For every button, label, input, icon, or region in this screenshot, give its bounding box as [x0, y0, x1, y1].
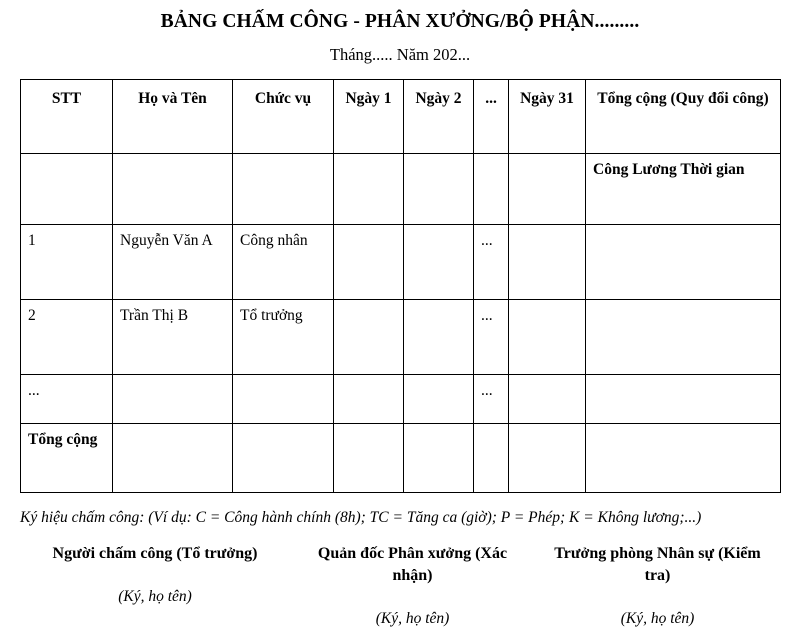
subheader-total: Công Lương Thời gian [586, 154, 781, 225]
page-title: BẢNG CHẤM CÔNG - PHÂN XƯỞNG/BỘ PHẬN......... [160, 11, 640, 32]
cell-role [233, 375, 334, 424]
column-header-days-gap: ... [474, 80, 509, 154]
cell-day-2 [404, 424, 474, 493]
table-header-row [21, 80, 781, 154]
cell-day-2 [404, 300, 474, 375]
cell-total [586, 225, 781, 300]
table-row [21, 300, 781, 375]
signature-column-manager [290, 543, 535, 628]
signature-column-recorder [20, 543, 290, 628]
cell-name [113, 424, 233, 493]
subheader-role [233, 154, 334, 225]
column-header-total: Tổng cộng (Quy đổi công) [586, 80, 781, 154]
cell-days-gap: ... [474, 225, 509, 300]
cell-stt: 2 [21, 300, 113, 375]
page-subtitle: Tháng..... Năm 202... [329, 45, 471, 65]
column-header-day-1: Ngày 1 [334, 80, 404, 154]
subheader-day-31 [509, 154, 586, 225]
signature-subtitle: (Ký, họ tên) [118, 588, 192, 606]
signature-title: Quản đốc Phân xưởng (Xác nhận) [317, 545, 508, 585]
signature-subtitle: (Ký, họ tên) [375, 609, 450, 627]
signature-title: Người chấm công (Tổ trưởng) [52, 545, 258, 563]
table-total-row [21, 424, 781, 493]
cell-name: Nguyễn Văn A [113, 225, 233, 300]
subheader-day-1 [334, 154, 404, 225]
subheader-day-2 [404, 154, 474, 225]
table-row [21, 225, 781, 300]
cell-total [586, 375, 781, 424]
column-header-name: Họ và Tên [113, 80, 233, 154]
cell-day-31 [509, 424, 586, 493]
cell-day-1 [334, 424, 404, 493]
subheader-stt [21, 154, 113, 225]
signature-title: Trưởng phòng Nhân sự (Kiểm tra) [554, 545, 761, 585]
cell-role: Tổ trưởng [233, 300, 334, 375]
cell-day-2 [404, 375, 474, 424]
cell-role [233, 424, 334, 493]
subheader-name [113, 154, 233, 225]
cell-day-31 [509, 375, 586, 424]
cell-total [586, 300, 781, 375]
cell-days-gap [474, 424, 509, 493]
signature-block [0, 529, 800, 628]
signature-column-hr [535, 543, 780, 628]
cell-stt: ... [21, 375, 113, 424]
column-header-stt: STT [21, 80, 113, 154]
cell-day-2 [404, 225, 474, 300]
cell-days-gap: ... [474, 375, 509, 424]
cell-days-gap: ... [474, 300, 509, 375]
table-subheader-row [21, 154, 781, 225]
cell-name: Trần Thị B [113, 300, 233, 375]
column-header-role: Chức vụ [233, 80, 334, 154]
cell-name [113, 375, 233, 424]
cell-day-31 [509, 225, 586, 300]
timesheet-table [20, 79, 781, 493]
cell-total-label: Tổng cộng [21, 424, 113, 493]
timesheet-table-container [0, 65, 800, 493]
legend-note: Ký hiệu chấm công: (Ví dụ: C = Công hành chính (8h); TC = Tăng ca (giờ); P = Phép; K = Không lương;...) [20, 509, 702, 527]
cell-day-1 [334, 300, 404, 375]
subheader-days-gap [474, 154, 509, 225]
cell-total [586, 424, 781, 493]
table-row [21, 375, 781, 424]
signature-subtitle: (Ký, họ tên) [620, 609, 695, 627]
cell-day-1 [334, 225, 404, 300]
cell-day-31 [509, 300, 586, 375]
cell-day-1 [334, 375, 404, 424]
column-header-day-31: Ngày 31 [509, 80, 586, 154]
column-header-day-2: Ngày 2 [404, 80, 474, 154]
cell-stt: 1 [21, 225, 113, 300]
cell-role: Công nhân [233, 225, 334, 300]
